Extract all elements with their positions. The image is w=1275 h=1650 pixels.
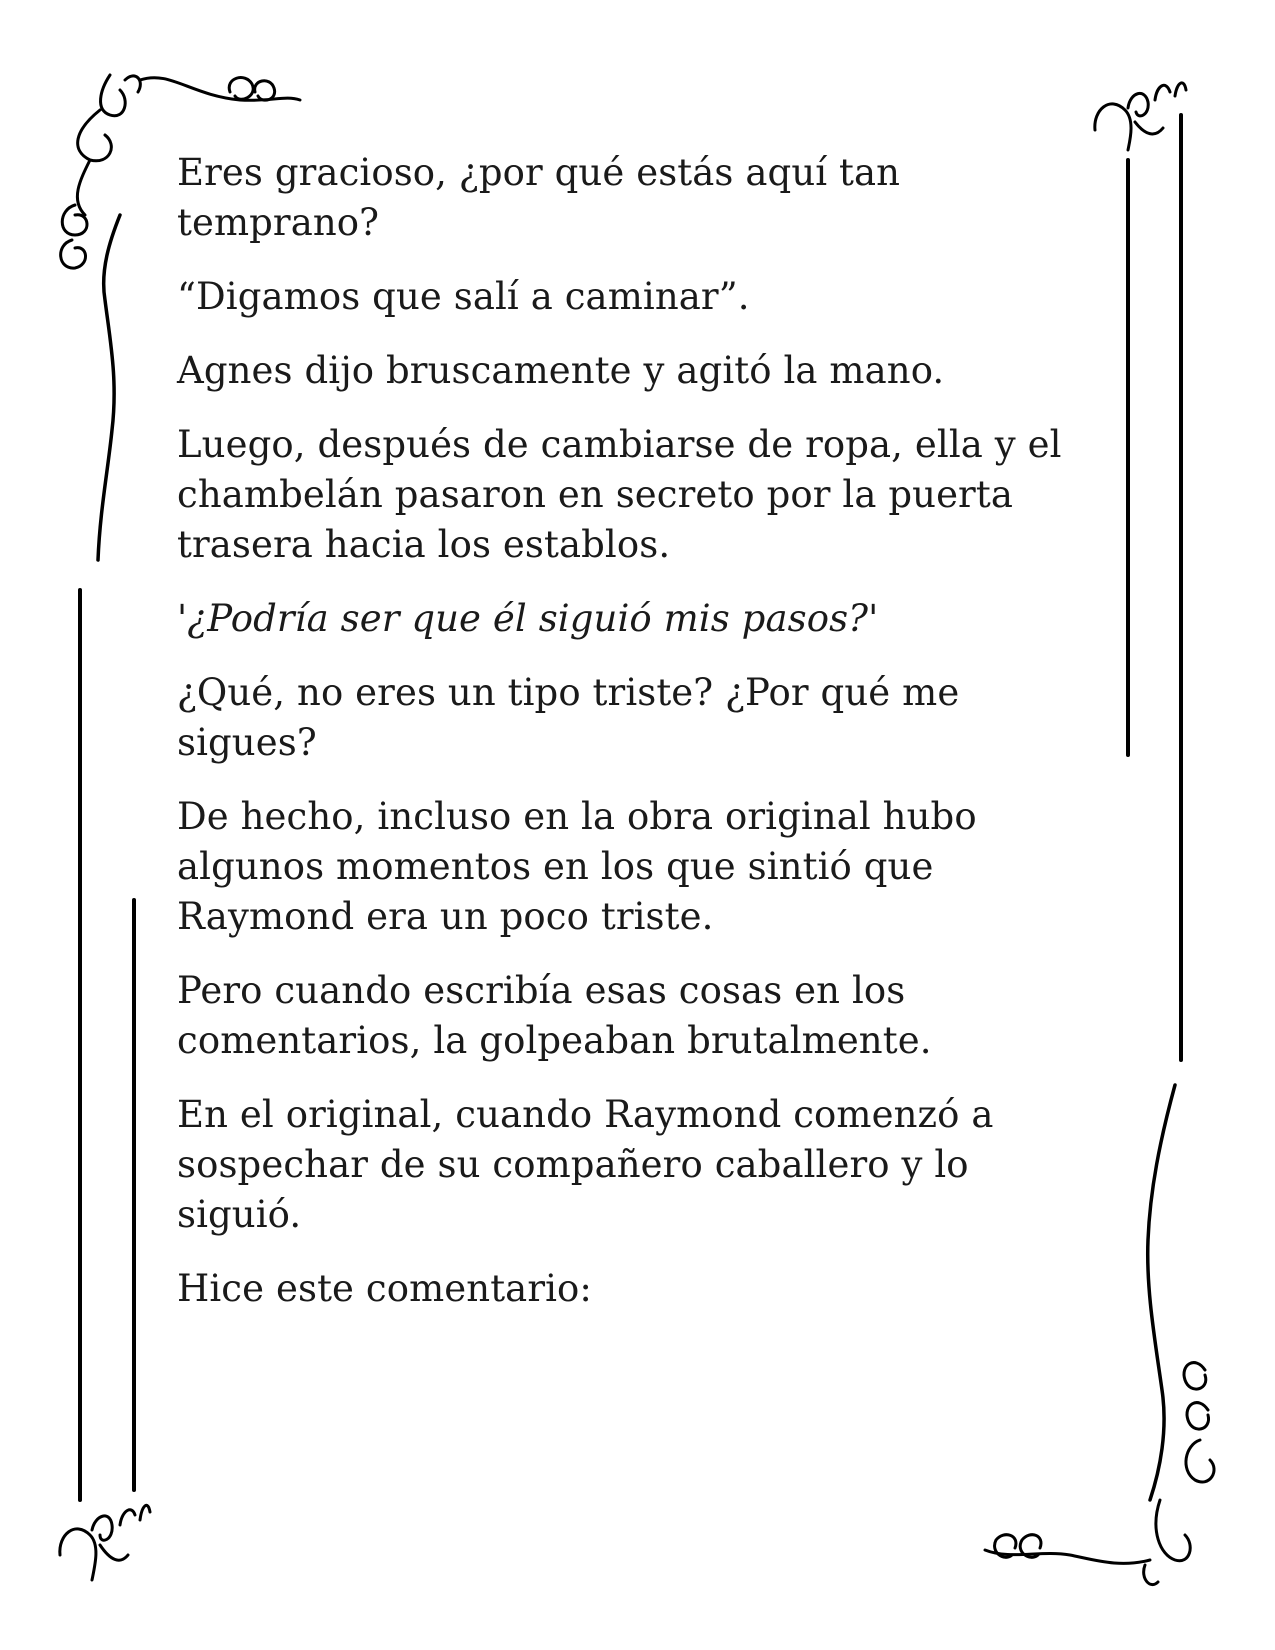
paragraph: Eres gracioso, ¿por qué estás aquí tan temprano? [177,151,901,244]
paragraph: Agnes dijo bruscamente y agitó la mano. [177,349,945,392]
bottom-left-flourish [60,1505,150,1580]
page-body [177,148,1077,1338]
paragraph: Luego, después de cambiarse de ropa, ella y el chambelán pasaron en secreto por la puerta trasera hacia los establos. [177,423,1062,566]
paragraph: ¿Qué, no eres un tipo triste? ¿Por qué me sigues? [177,671,960,764]
paragraph: “Digamos que salí a caminar”. [177,275,750,318]
paragraph: Hice este comentario: [177,1267,592,1310]
paragraph: De hecho, incluso en la obra original hubo algunos momentos en los que sintió que Raymond era un poco triste. [177,795,977,938]
paragraph: Pero cuando escribía esas cosas en los comentarios, la golpeaban brutalmente. [177,969,932,1062]
top-right-flourish [1095,83,1186,150]
paragraph-thought: '¿Podría ser que él siguió mis pasos?' [177,597,879,640]
paragraph: En el original, cuando Raymond comenzó a sospechar de su compañero caballero y lo siguió. [177,1093,994,1236]
